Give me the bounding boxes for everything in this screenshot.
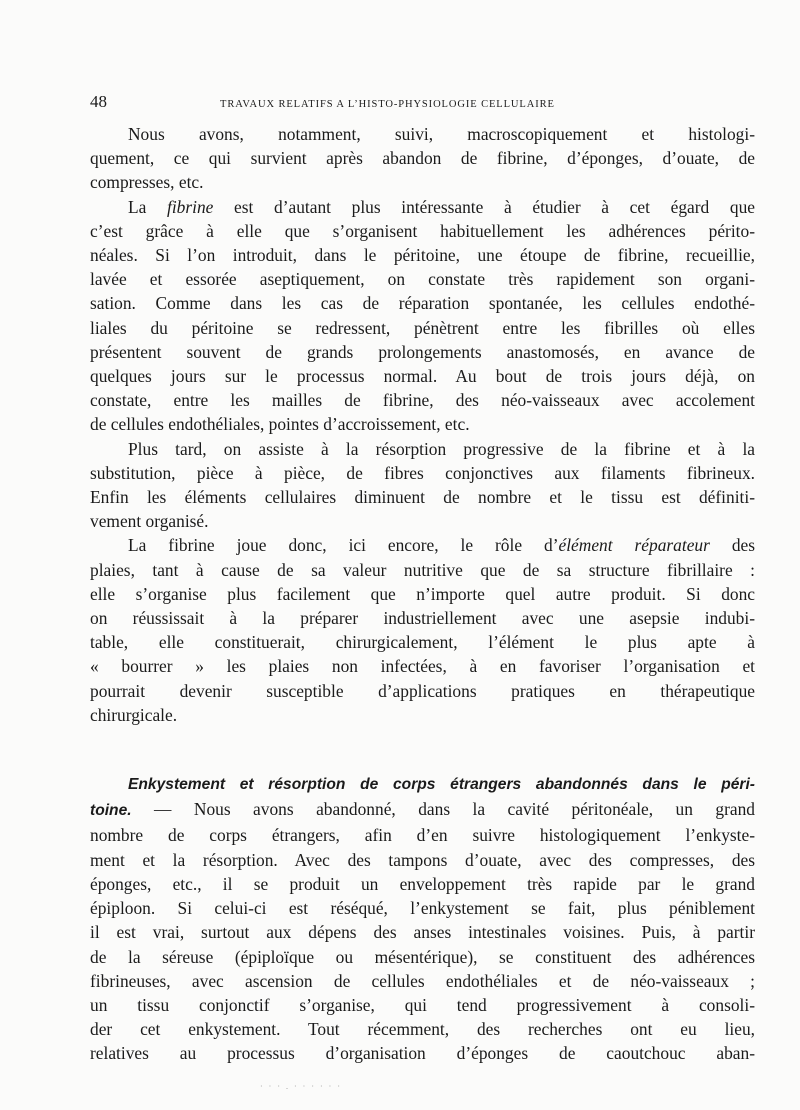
text-line: constate, entre les mailles de fibrine, des néo-vaisseaux avec accolement bbox=[90, 390, 755, 411]
line-rest: — Nous avons abandonné, dans la cavité péritonéale, un grand bbox=[131, 799, 755, 820]
text-line: néales. Si l’on introduit, dans le péritoine, une étoupe de fibrine, recueillie, bbox=[90, 245, 755, 266]
text-line: présentent souvent de grands prolongements anastomosés, en avance de bbox=[90, 341, 755, 362]
text-line: il est vrai, surtout aux dépens des anses intestinales voisines. Puis, à partir bbox=[90, 922, 755, 943]
section-title-end: toine. bbox=[90, 802, 132, 820]
page-header bbox=[90, 92, 755, 114]
section-title-line bbox=[90, 771, 755, 797]
text-line: elle s’organise plus facilement que n’importe quel autre produit. Si donc bbox=[90, 583, 755, 604]
text-line: compresses, etc. bbox=[90, 172, 204, 193]
text-line: Plus tard, on assiste à la résorption progressive de la fibrine et à la bbox=[128, 438, 755, 459]
text-line: de cellules endothéliales, pointes d’accroissement, etc. bbox=[90, 414, 470, 435]
print-specks: · · · . · · · · · · bbox=[260, 1082, 342, 1091]
text-line: éponges, etc., il se produit un enveloppement très rapide par le grand bbox=[90, 873, 755, 894]
paragraph-1 bbox=[90, 122, 755, 195]
text-line: quelques jours sur le processus normal. Au bout de trois jours déjà, on bbox=[90, 366, 755, 387]
paragraph-5 bbox=[90, 771, 755, 1065]
text-line: épiploon. Si celui-ci est réséqué, l’enkystement se fait, plus péniblement bbox=[90, 898, 755, 919]
text-line: lavée et essorée aseptiquement, on constate très rapidement son organi- bbox=[90, 269, 755, 290]
text-line bbox=[90, 195, 755, 219]
text-line: un tissu conjonctif s’organise, qui tend progressivement à consoli- bbox=[90, 994, 755, 1015]
text-line: « bourrer » les plaies non infectées, à en favoriser l’organisation et bbox=[90, 656, 755, 677]
section-gap bbox=[90, 727, 755, 771]
italic-term: élément réparateur bbox=[558, 535, 710, 556]
italic-term: fibrine bbox=[167, 196, 214, 217]
page-number: 48 bbox=[90, 92, 107, 111]
text-line: pourrait devenir susceptible d’applications pratiques en thérapeutique bbox=[90, 680, 755, 701]
running-head: TRAVAUX RELATIFS A L’HISTO-PHYSIOLOGIE CELLULAIRE bbox=[220, 99, 555, 110]
line-rest: est d’autant plus intéressante à étudier à cet égard que bbox=[213, 196, 755, 217]
text-line: ment et la résorption. Avec des tampons d’ouate, avec des compresses, des bbox=[90, 849, 755, 870]
text-line bbox=[90, 533, 755, 557]
text-line: quement, ce qui survient après abandon de fibrine, d’éponges, d’ouate, de bbox=[90, 148, 755, 169]
text-line: Nous avons, notamment, suivi, macroscopiquement et histologi- bbox=[128, 124, 755, 144]
text-line: vement organisé. bbox=[90, 511, 209, 532]
line-lead: La bbox=[128, 196, 167, 217]
text-line: der cet enkystement. Tout récemment, des recherches ont eu lieu, bbox=[90, 1019, 755, 1040]
text-line: Enfin les éléments cellulaires diminuent de nombre et le tissu est définiti- bbox=[90, 487, 755, 508]
text-line bbox=[90, 797, 755, 823]
line-lead: La fibrine joue donc, ici encore, le rôle d’ bbox=[128, 535, 559, 556]
paragraph-3 bbox=[90, 437, 755, 534]
text-line: sation. Comme dans les cas de réparation spontanée, les cellules endothé- bbox=[90, 293, 755, 314]
text-line: table, elle constituerait, chirurgicalement, l’élément le plus apte à bbox=[90, 632, 755, 653]
text-line: on réussissait à la préparer industriellement avec une asepsie indubi- bbox=[90, 608, 755, 629]
text-line: liales du péritoine se redressent, pénètrent entre les fibrilles où elles bbox=[90, 317, 755, 338]
text-line: nombre de corps étrangers, afin d’en suivre histologiquement l’enkyste- bbox=[90, 825, 755, 846]
paragraph-2 bbox=[90, 195, 755, 437]
text-line: relatives au processus d’organisation d’éponges de caoutchouc aban- bbox=[90, 1043, 755, 1064]
book-page bbox=[90, 92, 755, 1066]
section-title: Enkystement et résorption de corps étrangers abandonnés dans le péri- bbox=[128, 776, 755, 794]
text-line: chirurgicale. bbox=[90, 704, 178, 725]
text-line: c’est grâce à elle que s’organisent habituellement les adhérences périto- bbox=[90, 220, 755, 241]
line-rest: des bbox=[709, 535, 756, 556]
text-line: substitution, pièce à pièce, de fibres conjonctives aux filaments fibrineux. bbox=[90, 462, 755, 483]
paragraph-4 bbox=[90, 533, 755, 727]
text-line: fibrineuses, avec ascension de cellules endothéliales et de néo-vaisseaux ; bbox=[90, 970, 755, 991]
text-line: de la séreuse (épiploïque ou mésentérique), se constituent des adhérences bbox=[90, 946, 755, 967]
text-line: plaies, tant à cause de sa valeur nutritive que de sa structure fibrillaire : bbox=[90, 559, 755, 580]
